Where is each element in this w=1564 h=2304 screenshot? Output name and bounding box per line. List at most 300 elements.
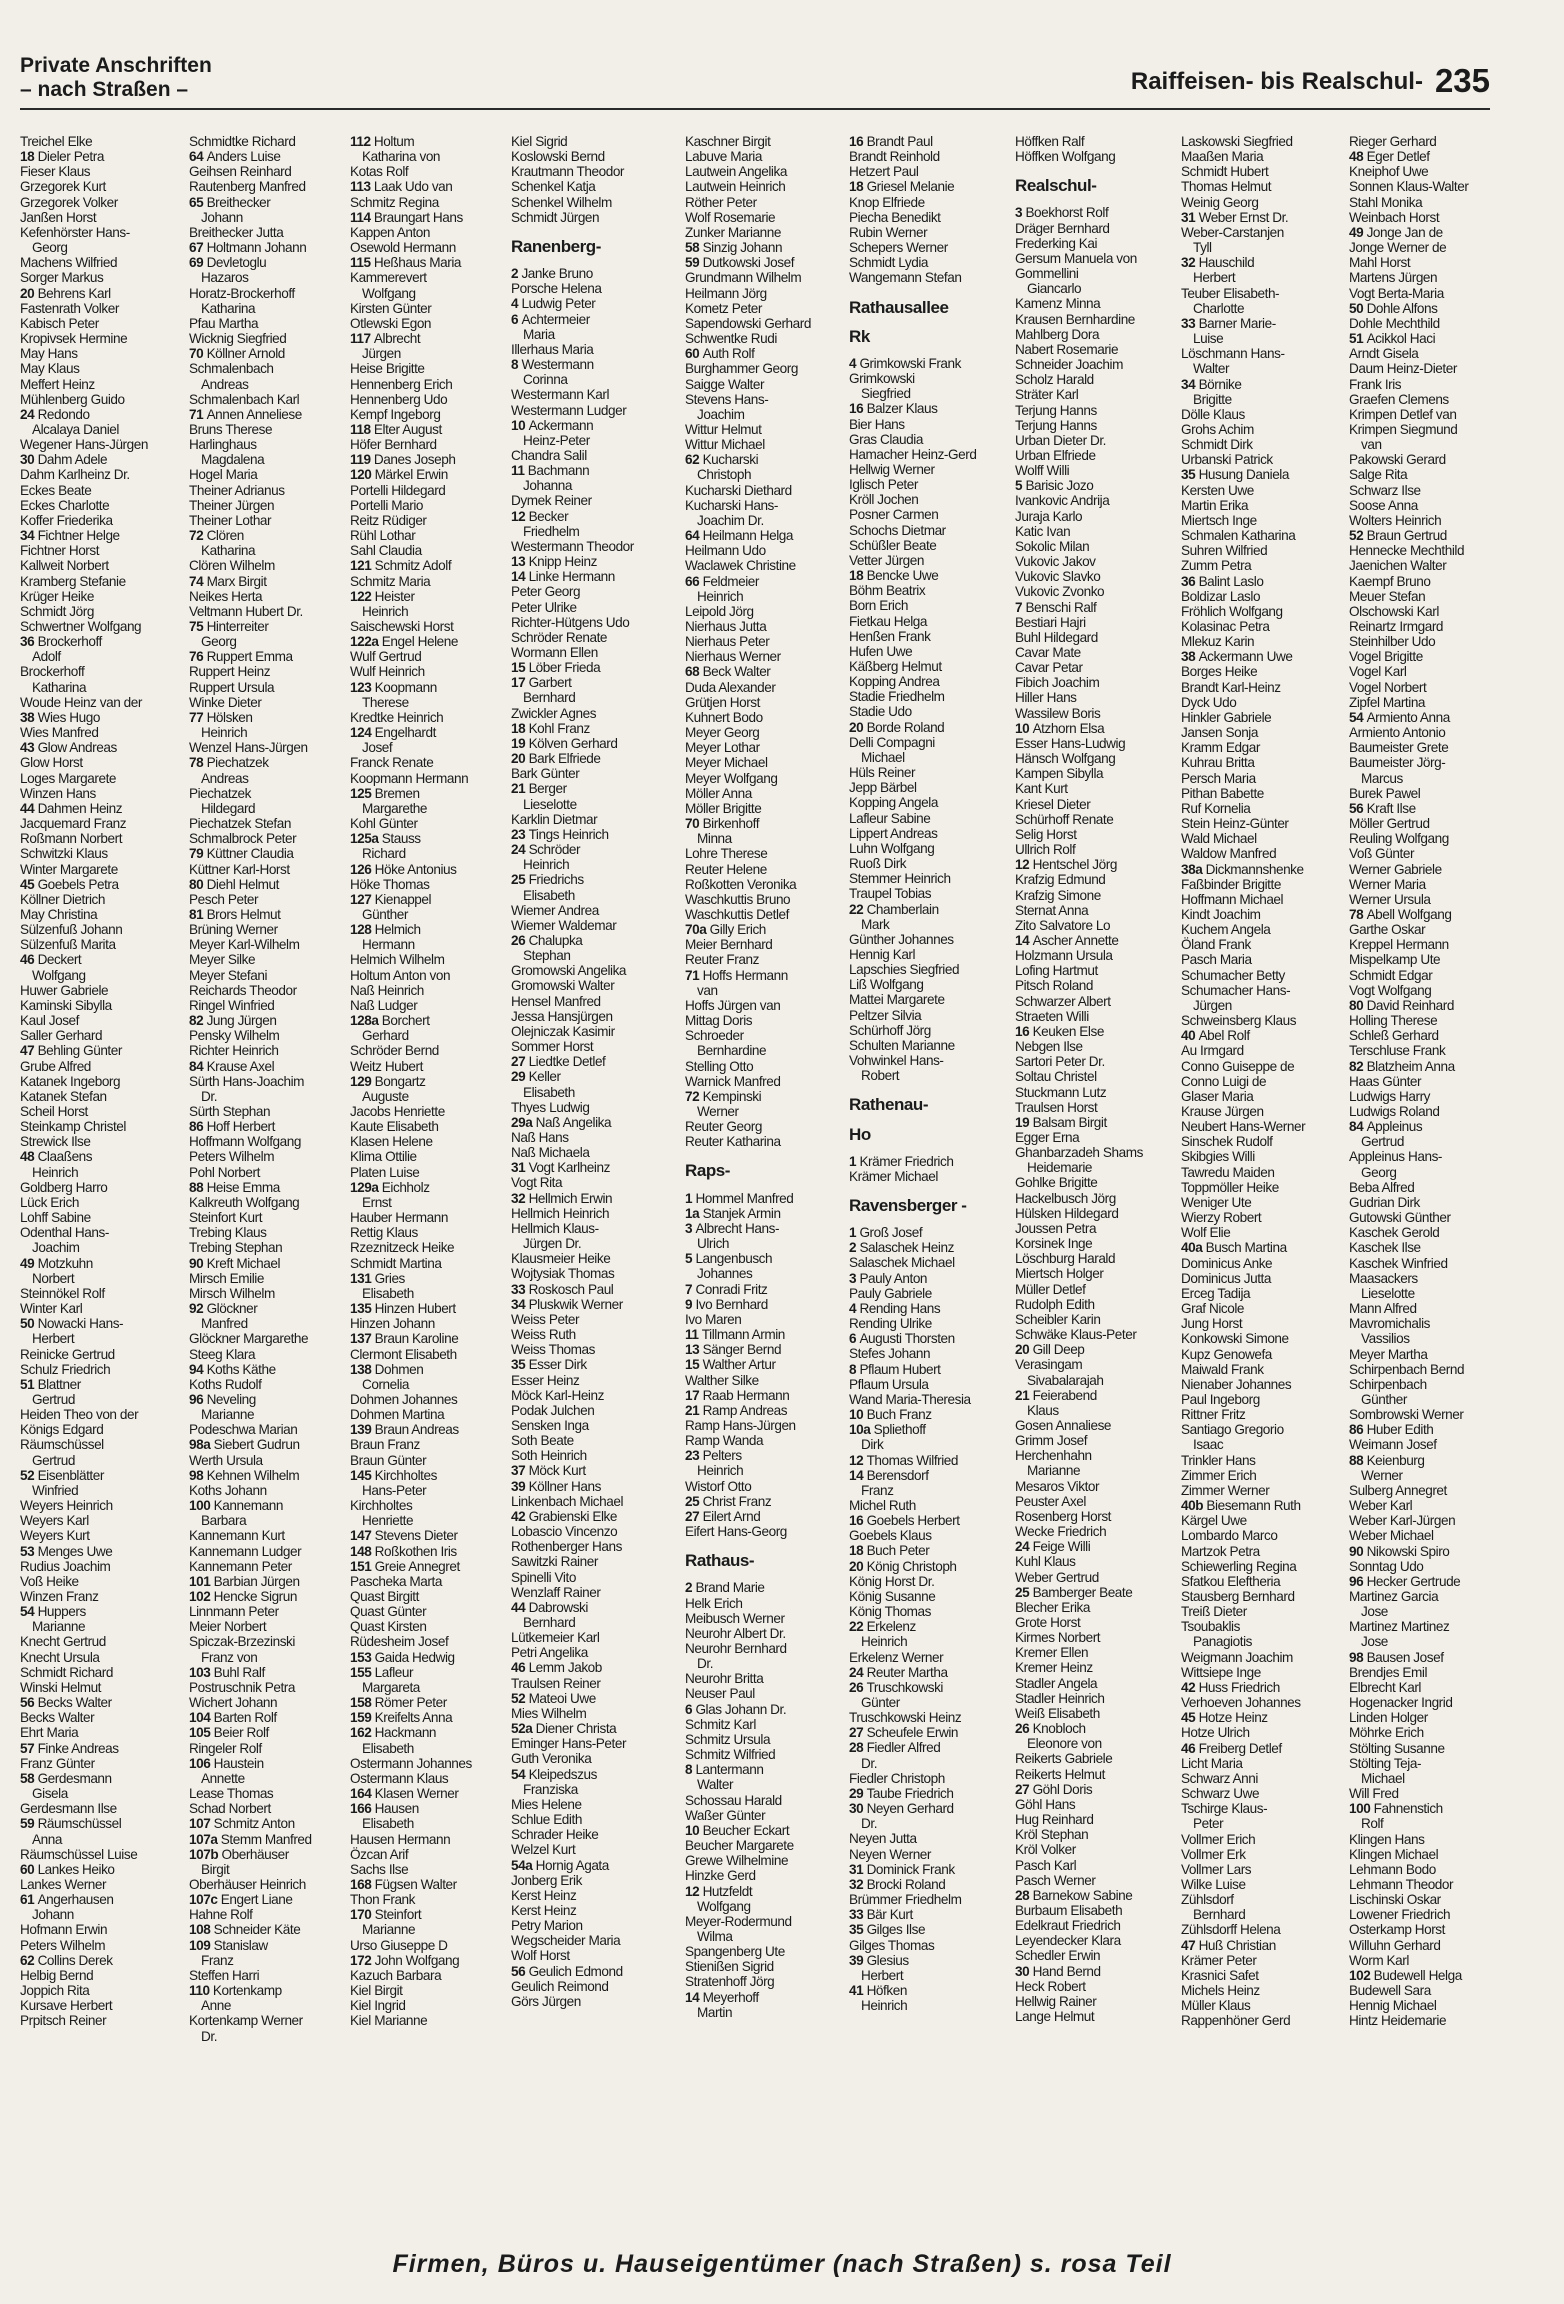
directory-entry: [849, 1169, 991, 1184]
directory-entry: [350, 1832, 492, 1847]
directory-entry: [20, 1104, 162, 1119]
resident-name: Christoph: [697, 467, 752, 483]
directory-entry: [1015, 463, 1157, 478]
resident-name: Stanislaw: [213, 1937, 268, 1953]
house-number: 54a: [511, 1857, 536, 1873]
resident-name: Hoff Herbert: [206, 1119, 275, 1135]
directory-entry: [1015, 1009, 1157, 1024]
directory-entry: [20, 149, 162, 164]
resident-name: Katharina: [201, 300, 256, 316]
resident-name: Kaul Josef: [20, 1013, 79, 1029]
resident-name: Sänger Bernd: [702, 1342, 782, 1358]
resident-name: Anna: [32, 1831, 62, 1847]
resident-name: Traulsen Reiner: [511, 1675, 601, 1691]
directory-entry: [511, 1009, 653, 1024]
directory-column-8: [1181, 134, 1323, 2134]
resident-name: Günther: [1361, 1391, 1407, 1407]
directory-entry: [1015, 1130, 1157, 1145]
resident-name: Kirmes Norbert: [1015, 1630, 1101, 1646]
house-number: 23: [685, 1448, 703, 1464]
resident-name: Augusti Thorsten: [859, 1331, 955, 1347]
directory-entry: [189, 725, 331, 740]
resident-name: Olschowski Karl: [1349, 603, 1439, 619]
directory-entry: [511, 888, 653, 903]
directory-entry: [20, 1938, 162, 1953]
directory-entry: [1015, 403, 1157, 418]
directory-entry: [20, 680, 162, 695]
resident-name: Schröder: [528, 842, 581, 858]
resident-name: Saigge Walter: [685, 376, 765, 392]
directory-entry: [1349, 816, 1491, 831]
resident-name: Ackermann Uwe: [1198, 649, 1293, 665]
directory-entry: [1349, 1271, 1491, 1286]
directory-entry: [1015, 1827, 1157, 1842]
directory-entry: [189, 574, 331, 589]
resident-name: Delli Compagni: [849, 734, 935, 750]
resident-name: Lohre Therese: [685, 846, 768, 862]
resident-name: Heise Emma: [206, 1179, 280, 1195]
directory-entry: [350, 1983, 492, 1998]
resident-name: Schwitzki Klaus: [20, 846, 108, 862]
directory-entry: [511, 1327, 653, 1342]
resident-name: Jürgen Dr.: [523, 1236, 582, 1252]
resident-name: Gertrud: [1361, 1134, 1404, 1150]
directory-entry: [350, 1634, 492, 1649]
resident-name: Hahne Rolf: [189, 1907, 253, 1923]
resident-name: Hiller Hans: [1015, 690, 1077, 706]
directory-entry: [1181, 1013, 1323, 1028]
house-number: 88: [189, 1179, 207, 1195]
directory-entry: [20, 1922, 162, 1937]
house-number: 110: [189, 1983, 213, 1999]
house-number: 29: [849, 1785, 867, 1801]
resident-name: Franz von: [201, 1649, 258, 1665]
house-number: 70a: [685, 922, 710, 938]
directory-entry: [685, 134, 827, 149]
resident-name: Joachim Dr.: [697, 512, 764, 528]
house-number: 49: [1349, 224, 1367, 240]
resident-name: Reinicke Gertrud: [20, 1346, 115, 1362]
resident-name: Nebgen Ilse: [1015, 1039, 1083, 1055]
resident-name: Marianne: [362, 1922, 416, 1938]
resident-name: Haas Günter: [1349, 1073, 1422, 1089]
directory-entry: [849, 947, 991, 962]
resident-name: Helmich: [374, 922, 421, 938]
directory-entry: [685, 2005, 827, 2020]
house-number: 14: [1015, 932, 1033, 948]
directory-entry: [189, 1043, 331, 1058]
resident-name: Möller Anna: [685, 785, 752, 801]
resident-name: Schroeder: [685, 1028, 744, 1044]
resident-name: Georg: [201, 634, 237, 650]
directory-entry: [20, 1316, 162, 1331]
resident-name: van: [697, 982, 718, 998]
resident-name: Lischinski Oskar: [1349, 1892, 1441, 1908]
directory-entry: [1015, 1039, 1157, 1054]
directory-entry: [1015, 134, 1157, 149]
directory-entry: [1349, 498, 1491, 513]
resident-name: Engert Liane: [220, 1892, 293, 1908]
directory-entry: [189, 1407, 331, 1422]
directory-entry: [1181, 604, 1323, 619]
directory-entry: [849, 1422, 991, 1437]
directory-entry: [1181, 998, 1323, 1013]
directory-entry: [350, 1695, 492, 1710]
street-heading: Ho: [849, 1124, 871, 1144]
resident-name: Heinrich: [697, 1463, 744, 1479]
resident-name: Hausen: [374, 1801, 419, 1817]
resident-name: Appleinus: [1366, 1119, 1423, 1135]
directory-entry: [849, 462, 991, 477]
directory-entry: [189, 801, 331, 816]
resident-name: Kindt Joachim: [1181, 906, 1261, 922]
resident-name: Hinzen Johann: [350, 1316, 435, 1332]
resident-name: Meyer Stefani: [189, 967, 268, 983]
resident-name: Grewe Wilhelmine: [685, 1853, 789, 1869]
directory-entry: [511, 164, 653, 179]
resident-name: Lantermann: [695, 1762, 764, 1778]
resident-name: Werner: [697, 1104, 739, 1119]
resident-name: Zito Salvatore Lo: [1015, 917, 1111, 933]
directory-entry: [685, 1074, 827, 1089]
house-number: 127: [350, 891, 375, 907]
resident-name: Terschluse Frank: [1349, 1043, 1446, 1059]
resident-name: Martinez Garcia: [1349, 1589, 1439, 1604]
house-number: 21: [511, 781, 529, 797]
directory-entry: [849, 356, 991, 371]
directory-entry: [849, 902, 991, 917]
directory-entry: [511, 1160, 653, 1175]
resident-name: Wierzy Robert: [1181, 1210, 1262, 1226]
resident-name: Bernhardine: [697, 1043, 767, 1059]
directory-entry: [20, 1089, 162, 1104]
house-number: 51: [1349, 331, 1367, 347]
directory-entry: [20, 377, 162, 392]
resident-name: Trinkler Hans: [1181, 1452, 1256, 1468]
resident-name: Schmalen Katharina: [1181, 528, 1296, 544]
resident-name: Wecke Friedrich: [1015, 1524, 1107, 1540]
directory-entry: [1181, 1892, 1323, 1907]
resident-name: Bencke Uwe: [866, 568, 939, 584]
directory-entry: [1349, 1043, 1491, 1058]
house-number: 67: [189, 240, 207, 256]
resident-name: Franck Renate: [350, 755, 434, 771]
resident-name: Wittur Michael: [685, 437, 765, 453]
directory-entry: [189, 1362, 331, 1377]
directory-entry: [849, 1437, 991, 1452]
resident-name: Beucher Margarete: [685, 1838, 794, 1854]
house-number: 119: [350, 452, 374, 468]
resident-name: Helbig Bernd: [20, 1967, 94, 1983]
resident-name: Krimpen Siegmund: [1349, 421, 1458, 437]
resident-name: Reichards Theodor: [189, 982, 297, 998]
resident-name: Worm Karl: [1349, 1952, 1409, 1968]
directory-entry: [1349, 1422, 1491, 1437]
house-number: 155: [350, 1664, 375, 1680]
directory-entry: [189, 1619, 331, 1634]
resident-name: Breithecker: [206, 194, 271, 210]
resident-name: Hackmann: [374, 1725, 437, 1741]
resident-name: Franz Günter: [20, 1755, 95, 1771]
directory-entry: [849, 1240, 991, 1255]
resident-name: Stauss: [381, 831, 421, 847]
directory-entry: [511, 448, 653, 463]
directory-entry: [685, 1104, 827, 1119]
resident-name: Westermann Theodor: [511, 538, 634, 554]
directory-entry: [1349, 149, 1491, 164]
resident-name: Terjung Hanns: [1015, 417, 1097, 433]
directory-entry: [511, 1403, 653, 1418]
resident-name: Norbert: [32, 1270, 75, 1286]
directory-entry: [20, 498, 162, 513]
directory-entry: [20, 316, 162, 331]
house-number: 13: [685, 1342, 703, 1358]
resident-name: Stanjek Armin: [702, 1205, 781, 1221]
directory-entry: [685, 816, 827, 831]
resident-name: Herchenhahn: [1015, 1448, 1092, 1464]
directory-entry: [350, 1862, 492, 1877]
house-number: 18: [511, 720, 529, 736]
resident-name: Steeg Klara: [189, 1346, 256, 1362]
resident-name: Martens Jürgen: [1349, 270, 1438, 286]
resident-name: Maaßen Maria: [1181, 149, 1264, 165]
resident-name: Ivankovic Andrija: [1015, 493, 1110, 509]
resident-name: Korsinek Inge: [1015, 1236, 1093, 1252]
resident-name: Jonberg Erik: [511, 1872, 582, 1888]
directory-entry: [511, 584, 653, 599]
directory-entry: [20, 1847, 162, 1862]
directory-entry: [1015, 1024, 1157, 1039]
resident-name: Buch Franz: [866, 1407, 932, 1423]
resident-name: Kopping Andrea: [849, 674, 940, 690]
directory-entry: [1181, 1771, 1323, 1786]
house-number: 6: [685, 1701, 696, 1717]
resident-name: Hecker Gertrude: [1366, 1573, 1461, 1589]
directory-entry: [1349, 1059, 1491, 1074]
directory-entry: [350, 210, 492, 225]
directory-entry: [1349, 664, 1491, 679]
house-number: 98: [1349, 1649, 1367, 1665]
directory-entry: [189, 968, 331, 983]
directory-entry: [849, 1983, 991, 1998]
resident-name: Wittur Helmut: [685, 421, 762, 437]
directory-entry: [350, 1892, 492, 1907]
directory-entry: [350, 771, 492, 786]
directory-entry: [1015, 296, 1157, 311]
resident-name: Saller Gerhard: [20, 1028, 103, 1044]
house-number: 22: [849, 1619, 867, 1635]
resident-name: Elisabeth: [523, 887, 575, 903]
directory-entry: [350, 1907, 492, 1922]
resident-name: Klausmeier Heike: [511, 1251, 611, 1267]
house-number: 76: [189, 649, 207, 665]
resident-name: Ringel Winfried: [189, 997, 275, 1013]
resident-name: Strewick Ilse: [20, 1134, 91, 1150]
directory-entry: [189, 1134, 331, 1149]
resident-name: Heinrich: [362, 603, 409, 619]
directory-entry: [1181, 1801, 1323, 1816]
resident-name: Wenzel Hans-Jürgen: [189, 740, 308, 756]
resident-name: Friedrichs: [528, 872, 584, 888]
resident-name: Geulich Edmond: [528, 1963, 623, 1979]
directory-entry: [511, 1721, 653, 1736]
directory-entry: [685, 877, 827, 892]
directory-entry: [511, 1130, 653, 1145]
resident-name: Richter-Hütgens Udo: [511, 614, 630, 630]
directory-entry: [849, 1740, 991, 1755]
directory-entry: [350, 1422, 492, 1437]
resident-name: Pakowski Gerard: [1349, 452, 1446, 468]
resident-name: Vogt Wolfgang: [1349, 982, 1432, 998]
directory-entry: [350, 1074, 492, 1089]
house-number: 131: [350, 1270, 375, 1286]
resident-name: Hildegard: [201, 800, 256, 816]
directory-entry: [511, 1039, 653, 1054]
directory-entry: [1015, 509, 1157, 524]
directory-entry: [20, 1498, 162, 1513]
resident-name: Wolf Rosemarie: [685, 209, 776, 225]
directory-entry: [1181, 543, 1323, 558]
resident-name: Grohs Achim: [1181, 421, 1254, 437]
directory-entry: [849, 1255, 991, 1270]
resident-name: Schenkel Katja: [511, 179, 596, 195]
resident-name: Werner: [1361, 1467, 1403, 1483]
resident-name: Neuser Paul: [685, 1686, 755, 1702]
resident-name: Ludwigs Harry: [1349, 1088, 1431, 1104]
resident-name: Meibusch Werner: [685, 1610, 785, 1626]
resident-name: Holzmann Ursula: [1015, 948, 1113, 964]
resident-name: Franz: [861, 1482, 894, 1498]
directory-entry: [1015, 1433, 1157, 1448]
resident-name: Wiemer Andrea: [511, 902, 599, 918]
directory-entry: [685, 240, 827, 255]
resident-name: Brendjes Emil: [1349, 1664, 1428, 1680]
directory-entry: [849, 1038, 991, 1053]
resident-name: Corinna: [523, 372, 568, 388]
resident-name: Gudrian Dirk: [1349, 1194, 1420, 1210]
house-number: 42: [511, 1508, 529, 1524]
resident-name: Michael: [1361, 1770, 1405, 1786]
directory-entry: [849, 1847, 991, 1862]
directory-entry: [511, 1206, 653, 1221]
resident-name: Borges Heike: [1181, 664, 1258, 680]
house-number: 16: [849, 134, 867, 149]
resident-name: Höffken Wolfgang: [1015, 149, 1116, 165]
directory-entry: [1349, 1650, 1491, 1665]
directory-entry: [685, 1838, 827, 1853]
house-number: 26: [849, 1679, 867, 1695]
resident-name: Esser Hans-Ludwig: [1015, 735, 1126, 751]
resident-name: Salaschek Michael: [849, 1255, 955, 1271]
directory-entry: [20, 1725, 162, 1740]
resident-name: Hentschel Jörg: [1032, 857, 1117, 873]
house-number: 32: [1181, 255, 1199, 271]
resident-name: Juraja Karlo: [1015, 508, 1083, 524]
directory-entry: [20, 1286, 162, 1301]
directory-entry: [1015, 1085, 1157, 1100]
directory-entry: [849, 917, 991, 932]
directory-entry: [1181, 755, 1323, 770]
directory-column-1: [20, 134, 162, 2134]
directory-entry: [1349, 179, 1491, 194]
resident-name: Holtum Anton von: [350, 967, 451, 983]
directory-entry: [1181, 1938, 1323, 1953]
directory-entry: [1181, 1256, 1323, 1271]
resident-name: Stadie Friedhelm: [849, 689, 945, 705]
resident-name: Keuken Else: [1032, 1023, 1104, 1039]
resident-name: Vollmer Lars: [1181, 1861, 1252, 1877]
directory-entry: [511, 994, 653, 1009]
house-number: 80: [189, 876, 207, 892]
directory-entry: [1349, 331, 1491, 346]
resident-name: Stadie Udo: [849, 704, 912, 720]
directory-entry: [511, 948, 653, 963]
directory-entry: [685, 483, 827, 498]
house-number: 68: [685, 664, 703, 680]
resident-name: Martin: [697, 2004, 733, 2020]
directory-entry: [685, 1342, 827, 1357]
directory-entry: [1349, 1377, 1491, 1392]
directory-entry: [20, 801, 162, 816]
resident-name: Spinelli Vito: [511, 1569, 576, 1585]
directory-entry: [20, 1589, 162, 1604]
directory-entry: [511, 797, 653, 812]
resident-name: Stahl Monika: [1349, 194, 1423, 210]
directory-entry: [685, 1868, 827, 1883]
directory-entry: [1015, 1418, 1157, 1433]
directory-entry: [1181, 255, 1323, 270]
directory-entry: [511, 1282, 653, 1297]
resident-name: Meyer Georg: [685, 725, 760, 741]
resident-name: Lippert Andreas: [849, 825, 938, 841]
directory-entry: [350, 2013, 492, 2028]
directory-entry: [685, 771, 827, 786]
resident-name: Hellwig Werner: [849, 461, 935, 477]
directory-entry: [189, 1907, 331, 1922]
resident-name: Kerst Heinz: [511, 1902, 577, 1918]
resident-name: Winzen Franz: [20, 1589, 99, 1604]
resident-name: Ruppert Heinz: [189, 664, 271, 680]
directory-entry: [511, 1842, 653, 1857]
resident-name: Sfatkou Eleftheria: [1181, 1573, 1281, 1589]
resident-name: Kiel Birgit: [350, 1983, 403, 1999]
resident-name: Gutowski Günther: [1349, 1210, 1451, 1226]
resident-name: Schedler Erwin: [1015, 1948, 1101, 1964]
resident-name: Huß Christian: [1198, 1937, 1276, 1953]
directory-entry: [1015, 1251, 1157, 1266]
directory-entry: [1015, 842, 1157, 857]
house-number: 2: [849, 1240, 860, 1256]
directory-entry: [849, 1468, 991, 1483]
directory-entry: [1349, 1528, 1491, 1543]
resident-name: Mühlenberg Guido: [20, 391, 125, 407]
directory-entry: [189, 892, 331, 907]
resident-name: Mann Alfred: [1349, 1301, 1417, 1317]
house-number: 42: [1181, 1679, 1199, 1695]
directory-entry: [1015, 1524, 1157, 1539]
directory-entry: [189, 1195, 331, 1210]
directory-entry: [685, 407, 827, 422]
resident-name: Lombardo Marco: [1181, 1528, 1278, 1544]
resident-name: Eichholz: [381, 1179, 430, 1195]
directory-entry: [1015, 1160, 1157, 1175]
directory-entry: [1181, 286, 1323, 301]
resident-name: Martzok Petra: [1181, 1543, 1260, 1559]
directory-entry: [189, 195, 331, 210]
resident-name: Meyer Martha: [1349, 1346, 1428, 1362]
resident-name: Fietkau Helga: [849, 613, 928, 629]
directory-entry: [1349, 1892, 1491, 1907]
